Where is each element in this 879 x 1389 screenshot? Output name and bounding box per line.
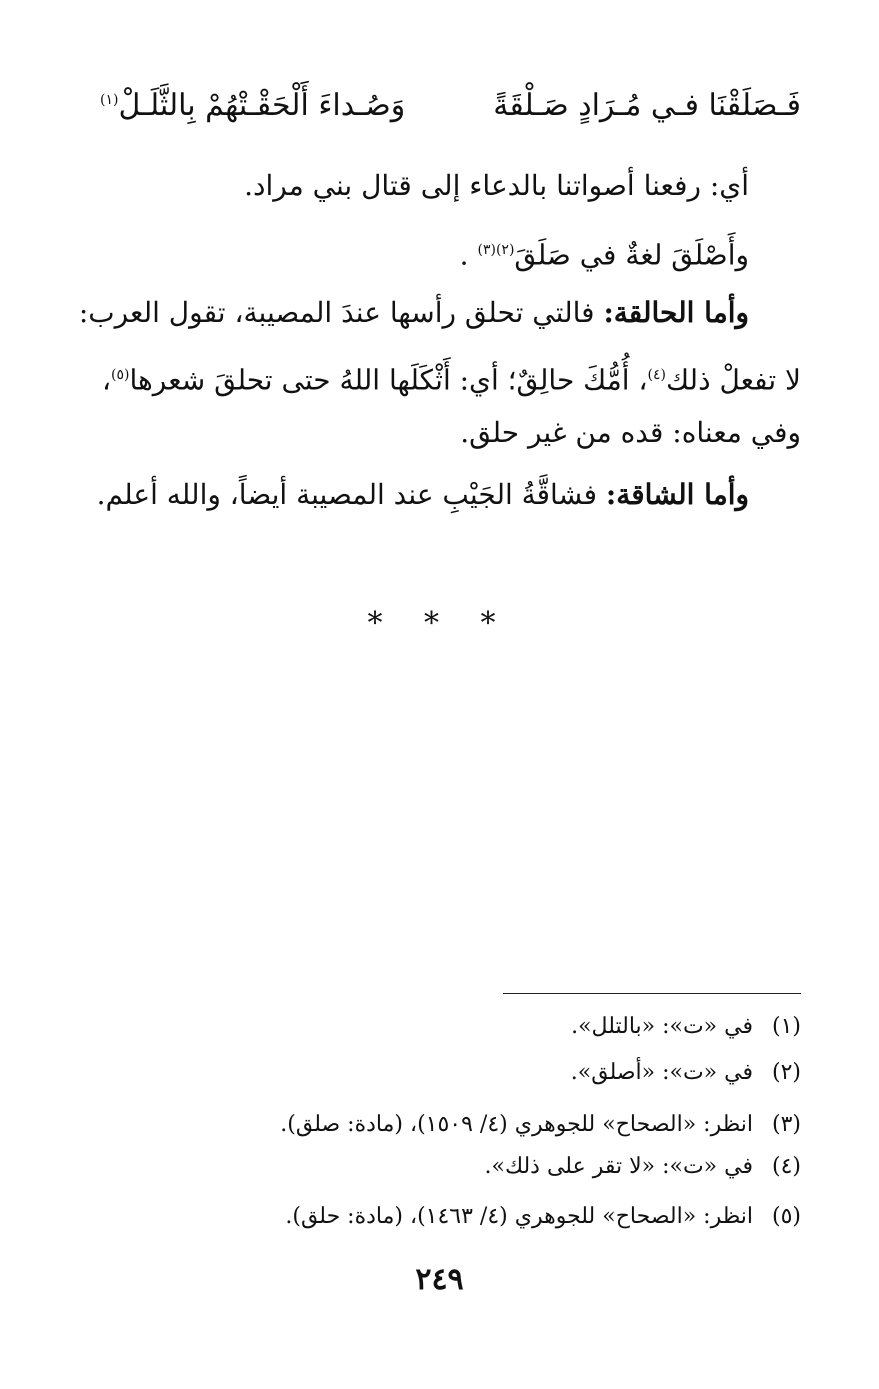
footnote-3 xyxy=(280,1110,801,1140)
paragraph-aslaqa: وأَصْلَقَ لغةٌ في صَلَقَ$^{(٢)(٣)}$ . xyxy=(459,238,749,272)
paragraph-haliqa-3 xyxy=(460,413,801,453)
footnote-ref-1: (١) xyxy=(100,92,119,108)
footnote-ref-4: (٤) xyxy=(647,367,666,383)
footnote-1 xyxy=(571,1012,801,1042)
verse-second-hemistich xyxy=(100,88,405,123)
paragraph-meaning-text: أي: رفعنا أصواتنا بالدعاء إلى قتال بني مراد. xyxy=(244,169,749,202)
shaqqa-definition: فشاقَّةُ الجَيْبِ عند المصيبة أيضاً، والله أعلم. xyxy=(96,478,597,511)
verse-right-text: فَـصَلَقْنَا فـي مُـرَادٍ صَـلْقَةً xyxy=(493,88,801,123)
term-haliqa: وأما الحالقة: xyxy=(603,296,749,329)
paragraph-aslaqa-text: وأَصْلَقَ لغةٌ في صَلَقَ xyxy=(514,238,749,272)
haliqa-meaning: وفي معناه: قده من غير حلق. xyxy=(460,416,801,449)
footnote-number: (٤) xyxy=(771,1154,801,1179)
footnote-number: (١) xyxy=(771,1014,801,1039)
paragraph-haliqa-1 xyxy=(79,293,749,333)
haliqa-definition: فالتي تحلق رأسها عندَ المصيبة، تقول العرب: xyxy=(78,296,595,329)
haliqa-saying: لا تفعلْ ذلك xyxy=(665,363,801,397)
footnote-text: انظر: «الصحاح» للجوهري (٤/ ١٥٠٩)، (مادة: صلق). xyxy=(280,1112,753,1137)
haliqa-comma: ، xyxy=(101,363,112,397)
footnote-number: (٣) xyxy=(771,1112,801,1137)
footnote-number: (٢) xyxy=(771,1060,801,1085)
footnote-4 xyxy=(484,1152,801,1182)
footnote-divider xyxy=(503,993,801,994)
paragraph-meaning xyxy=(244,166,749,206)
footnote-text: في «ت»: «أصلق». xyxy=(570,1060,753,1085)
footnote-text: انظر: «الصحاح» للجوهري (٤/ ١٤٦٣)، (مادة: حلق). xyxy=(285,1204,753,1229)
page-number: ٢٤٩ xyxy=(415,1262,464,1297)
footnote-5 xyxy=(285,1202,801,1232)
footnote-ref-2-3: (٢)(٣) xyxy=(477,242,515,258)
verse-first-hemistich xyxy=(493,88,801,123)
footnote-text: في «ت»: «بالتلل». xyxy=(571,1014,753,1039)
paragraph-shaqqa xyxy=(97,475,749,515)
haliqa-explanation: ، أُمُّكَ حالِقٌ؛ أي: أَثْكَلَها اللهُ حتى تحلقَ شعرها xyxy=(129,363,648,397)
verse-left-text: وَصُـداءَ أَلْحَقْـتْهُمْ بِالثَّلَـلْ xyxy=(118,88,406,123)
term-shaqqa: وأما الشاقة: xyxy=(605,478,749,511)
footnote-text: في «ت»: «لا تقر على ذلك». xyxy=(484,1154,753,1179)
paragraph-haliqa-2 xyxy=(102,355,801,400)
footnote-number: (٥) xyxy=(771,1204,801,1229)
footnote-2 xyxy=(571,1058,801,1088)
section-separator: * * * xyxy=(367,606,512,641)
footnote-ref-5: (٥) xyxy=(111,367,130,383)
